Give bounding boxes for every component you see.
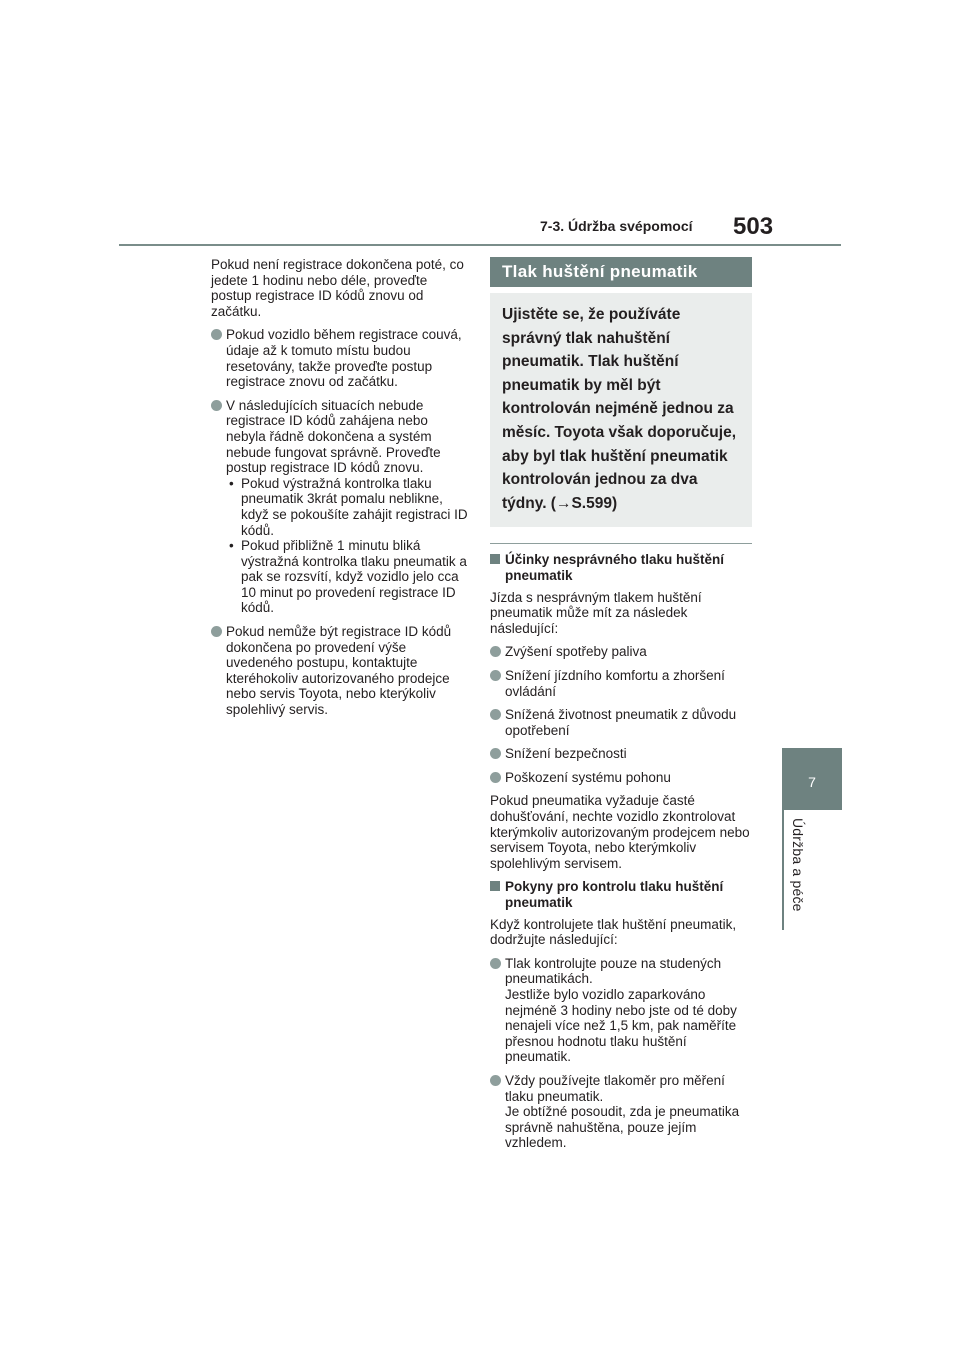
bullet-dot-icon: [211, 329, 222, 340]
list-item: [490, 644, 752, 660]
right-column: [490, 257, 752, 1159]
bullet-dot-icon: [211, 400, 222, 411]
bullet-dot-icon: [490, 748, 501, 759]
section-intro: Když kontrolujete tlak huštění pneumatik, dodržujte následující:: [490, 916, 737, 948]
list-item-text: V následujících situacích nebude registrace ID kódů zahájena nebo nebyla řádně dokončena a systém nebude fungovat správně. Proveďte postup registrace ID kódů znovu.: [226, 397, 441, 476]
list-item-text: Pokud nemůže být registrace ID kódů dokončena po provedení výše uvedeného postupu, kontaktujte kteréhokoliv autorizovaného prodejce nebo servis Toyota, nebo kterýkoliv spolehlivý servis.: [226, 624, 452, 718]
section-intro: Jízda s nesprávným tlakem huštění pneumatik může mít za následek následující:: [490, 589, 702, 636]
header-divider: [119, 244, 841, 246]
list-item-text: Zvýšení spotřeby paliva: [505, 644, 647, 660]
section-divider: [490, 543, 752, 544]
chapter-label: Údržba a péče: [790, 818, 806, 912]
list-item: [490, 707, 752, 738]
list-item-text: Vždy používejte tlakoměr pro měření tlaku pneumatik.: [505, 1072, 725, 1104]
section-heading-text: Účinky nesprávného tlaku huštění pneumatik: [505, 552, 725, 583]
section-outro: Pokud pneumatika vyžaduje časté dohušťování, nechte vozidlo zkontrolovat kterýmkoliv autorizovaným prodejcem nebo servisem Toyota, nebo kterýmkoliv spolehlivým servisem.: [490, 793, 750, 871]
note-box: Ujistěte se, že používáte správný tlak nahuštění pneumatik. Tlak huštění pneumatik by měl být kontrolován nejméně jednou za měsíc. Toyota však doporučuje, aby byl tlak huštění pneumatik kontrolován jednou za dva týdny. (→S.599): [490, 293, 752, 527]
bullet-dot-icon: [490, 709, 501, 720]
list-item-detail: Jestliže bylo vozidlo zaparkováno nejméně 3 hodiny nebo jste od té doby nenajeli více než 1,5 km, pak naměříte přesnou hodnotu tlaku huštění pneumatik.: [505, 987, 737, 1065]
section-heading-text: Pokyny pro kontrolu tlaku huštění pneumatik: [505, 879, 724, 911]
chapter-tab: 7: [782, 748, 842, 810]
section-heading: [490, 879, 752, 910]
list-item: [211, 327, 469, 389]
list-item-text: Snížená životnost pneumatik z důvodu opotřebení: [505, 707, 737, 738]
list-item-text: Poškození systému pohonu: [505, 769, 671, 785]
bullet-dot-icon: [490, 646, 501, 657]
list-item: [490, 668, 752, 699]
bullet-dot-icon: [490, 1075, 501, 1086]
list-item: [211, 398, 469, 616]
chapter-tab-rule: [782, 810, 784, 930]
sub-item-text: Pokud přibližně 1 minutu bliká výstražná kontrolka tlaku pneumatik a pak se rozsvítí, když vozidlo jelo cca 10 minut po provedení registrace ID kódů.: [241, 538, 467, 616]
bullet-dot-icon: [490, 772, 501, 783]
sub-item-text: Pokud výstražná kontrolka tlaku pneumatik 3krát pomalu neblikne, když se pokoušíte zahájit registraci ID kódů.: [241, 475, 468, 538]
list-item: [490, 746, 752, 762]
square-bullet-icon: [490, 554, 500, 564]
bullet-dot-icon: [211, 626, 222, 637]
list-item: [211, 624, 469, 718]
bullet-dot-icon: [490, 958, 501, 969]
sub-item: • Pokud přibližně 1 minutu bliká výstražná kontrolka tlaku pneumatik a pak se rozsvítí, když vozidlo jelo cca 10 minut po provedení registrace ID kódů.: [229, 538, 467, 616]
bullet-dot-icon: [490, 670, 501, 681]
page-number: 503: [733, 213, 774, 240]
block-title: Tlak huštění pneumatik: [490, 257, 752, 287]
list-item: [490, 956, 752, 1065]
list-item-text: Snížení jízdního komfortu a zhoršení ovládání: [505, 667, 725, 699]
list-item: [490, 770, 752, 786]
square-bullet-icon: [490, 881, 500, 891]
sub-item: • Pokud výstražná kontrolka tlaku pneumatik 3krát pomalu neblikne, když se pokoušíte zahájit registraci ID kódů.: [229, 475, 468, 538]
section-title: 7-3. Údržba svépomocí: [540, 218, 693, 234]
list-item: [490, 1073, 752, 1151]
list-item-text: Pokud vozidlo během registrace couvá, údaje až k tomuto místu budou resetovány, takže proveďte postup registrace znovu od začátku.: [226, 327, 462, 390]
left-column: [211, 257, 469, 726]
section-heading: [490, 552, 752, 583]
list-item-text: Tlak kontrolujte pouze na studených pneumatikách.: [505, 955, 722, 987]
list-item-detail: Je obtížné posoudit, zda je pneumatika správně nahuštěna, pouze jejím vzhledem.: [505, 1104, 740, 1151]
list-item-text: Snížení bezpečnosti: [505, 746, 627, 762]
intro-paragraph: Pokud není registrace dokončena poté, co jedete 1 hodinu nebo déle, proveďte postup registrace ID kódů znovu od začátku.: [211, 257, 464, 319]
